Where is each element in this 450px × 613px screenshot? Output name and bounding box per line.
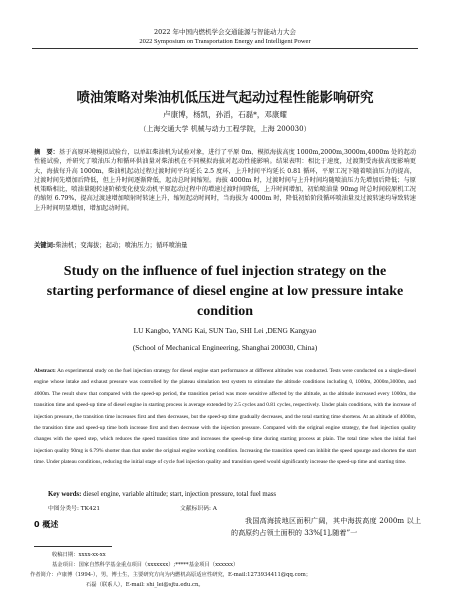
section-heading: 0 概述	[34, 520, 59, 529]
footnote-author: 作者简介：卢康博（1994-），男，博士生，主要研究方向为内燃机高原适应性研究，E-mail:1273934411@qq.com；	[30, 572, 312, 578]
header-line-en: 2022 Symposium on Transportation Energy and Intelligent Power	[139, 38, 311, 45]
footnote-fund: 基金项目：国家自然科学基金重点项目（xxxxxxx）;*****基金项目（xxxxxx）	[52, 562, 239, 568]
keywords-cn	[34, 240, 187, 249]
abstract-en-text: An experimental study on the fuel injection strategy for diesel engine start performance at different altitudes was conducted. Tests were conducted on a single-diesel engine whose intake and exhaust pressure was controlled by the plateau simulation test system to stimulate the altitude conditions including 0, 1000m, 2000m,3000m, and 4000m. The result show that compared with the speed-up period, the transition period was more sensitive affected by the altitude, as the altitude increased every 1000m, the transition time and speed-up time of diesel engine in starting process is average extended by 2.5 cycles and 0.81 cycles, respectively. Under plain conditions, with the increase of injection pressure, the transition time increases first and then decreases, but the speed-up time gradually decreases, and the total starting time shortens. At an altitude of 4000m, the transition time and speed-up time both increase first and then decrease with the injection pressure. Compared with the original engine strategy, the fuel injection quality changes with the speed step, which reduces the speed transition time and increases the speed-up time during starting process at plain. The total time when the initial fuel injection quality 90mg is 6.79% shorter than that under the original engine working condition. Increasing the transition speed can inhibit the speed upsurge and shorten the start time. Under plateau conditions, reducing the initial stage of cycle fuel injection quality and transition speed would significantly increase the speed-up time and starting time.	[34, 368, 416, 466]
footnote-received: 收稿日期：xxxx-xx-xx	[52, 552, 106, 558]
keywords-en-text: diesel engine, variable altitude; start, injection pressure, total fuel mass	[83, 491, 277, 498]
abstract-en	[34, 366, 416, 469]
section-body-text: 我国高海拔地区面积广阔，其中海拔高度 2000m 以上的高原约占领土面积的 33%[1],随着”一	[231, 516, 421, 537]
classification-number: 中图分类号: TK421	[48, 506, 101, 512]
keywords-cn-label: 关键词:	[34, 242, 56, 249]
abstract-cn-label: 摘 要：	[34, 149, 59, 156]
authors-en: LU Kangbo, YANG Kai, SUN Tao, SHI Lei ,DENG Kangyao	[133, 326, 317, 335]
abstract-cn-text: 基于高原环境模拟试验台，以单缸柴油机为试验对象，进行了平原 0m、模拟海拔高度 1000m,2000m,3000m,4000m 处的起动性能试验，并研究了喷油压力和循环供油量对柴油机在不同模拟海拔对起动性能影响。结果表明：相比于速度，过渡期受海拔高度影响更大，海拔每升高 1000m，柴油机起动过程过渡时间平均延长 2.5 度环，上升时间平均延长 0.81 循环，平原工况下随着喷油压力的提高，过渡时间先增加后降低，但上升时间逐渐降低，起动总时间缩短。海拔 4000m 时，过渡时间与上升时间均随喷油压力先增加后降低；与原机策略相比，喷油量随转速阶梯变化使发动机平原起动过程中的增速过渡时间降低，上升时间增加，初始喷油量 90mg 时总时间较原机工况的缩短 6.79%，提高过渡速增加喷射时转速上升，缩短起动时间时，当海拔为 4000m 时，降低初始阶段循环喷油量及过渡转速均导致转速上升时间明显增加，增加起动时间。	[34, 149, 417, 212]
title-en: Study on the influence of fuel injection strategy on the starting performance of diesel engine at low pressure intake condition	[46, 264, 404, 319]
keywords-en	[48, 491, 276, 498]
document-id: 文献标识码: A	[180, 506, 217, 512]
header-line-cn: 2022 年中国内燃机学会交通能源与智能动力大会	[153, 28, 297, 36]
header-rule	[32, 48, 418, 49]
title-cn: 喷油策略对柴油机低压进气起动过程性能影响研究	[76, 90, 374, 106]
keywords-cn-text: 柴油机；变海拔；起动；喷油压力；循环喷油量	[55, 242, 188, 249]
abstract-cn	[34, 148, 416, 213]
keywords-en-label: Key words:	[48, 491, 82, 498]
footnote-corresponding: 石磊（联系人），E-mail: shi_lei@sjtu.edu.cn。	[86, 582, 204, 588]
authors-cn: 卢康博，杨凯，孙滔，石磊*，邓康耀	[163, 110, 287, 119]
abstract-en-label: Abstract:	[34, 368, 56, 374]
affiliation-cn: （上海交通大学 机械与动力工程学院，上海 200030）	[139, 125, 311, 133]
affiliation-en: (School of Mechanical Engineering, Shanghai 200030, China)	[132, 343, 318, 352]
footnote-rule	[34, 546, 112, 547]
